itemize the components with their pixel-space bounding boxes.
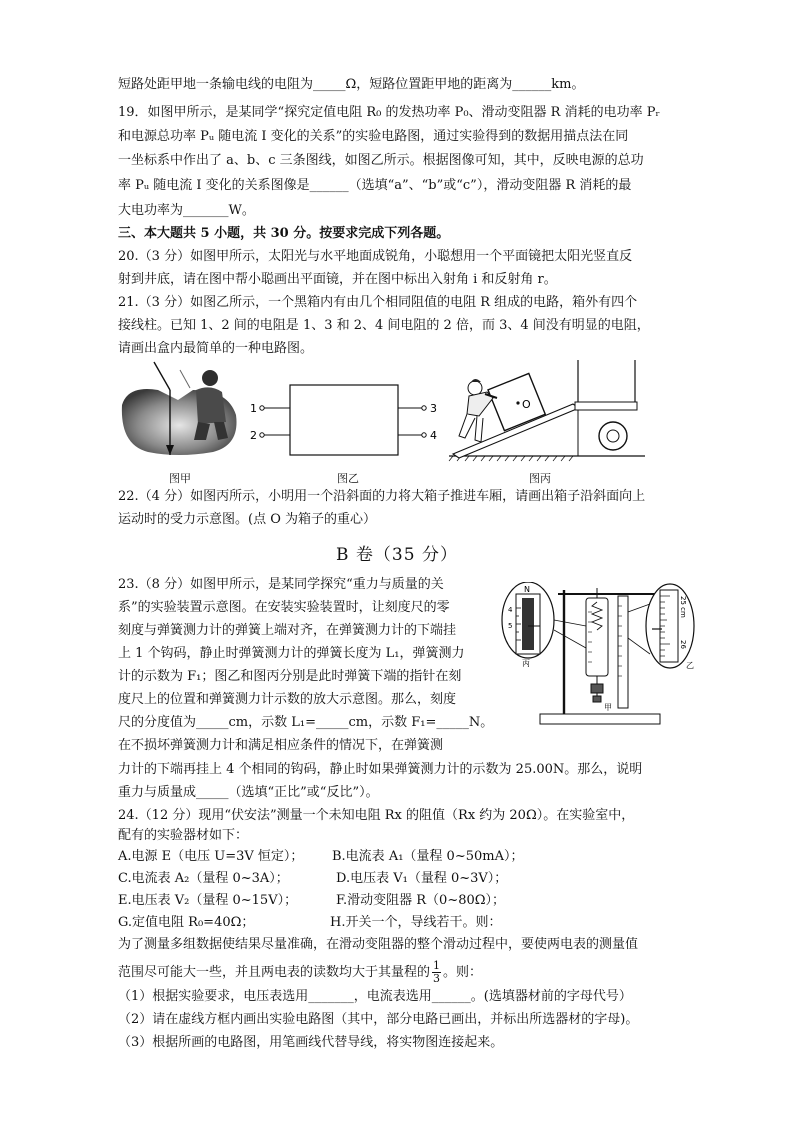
figure-jia-caption: 图甲 <box>169 472 191 485</box>
q24-requirement-line-1: 为了测量多组数据使结果尽量准确，在滑动变阻器的整个滑动过程中，要使两电表的测量值 <box>118 937 639 952</box>
label-yi: 乙 <box>686 661 694 670</box>
equipment-F: F.滑动变阻器 R（0~80Ω）； <box>336 893 506 908</box>
q24-requirement-text: 范围尽可能大一些，并且两电表的读数均大于其量程的 <box>118 965 431 980</box>
scale-mark-5: 5 <box>508 622 513 630</box>
terminal-1-label: 1 <box>250 402 257 415</box>
equipment-C: C.电流表 A₂（量程 0~3A）； <box>118 871 289 886</box>
equipment-H: H.开关一个，导线若干。则： <box>330 915 502 930</box>
q23-tail-line-1: 力计的下端再挂上 4 个相同的钩码，静止时如果弹簧测力计的示数为 25.00N。那么，说明 <box>118 762 643 777</box>
section-3-heading: 三、本大题共 5 小题，共 30 分。按要求完成下列各题。 <box>118 226 450 241</box>
part-b-title: B 卷（35 分） <box>336 545 458 565</box>
q23-tail-line-2: 重力与质量成_____（选填“正比”或“反比”）。 <box>118 785 379 800</box>
scale-unit-N: N <box>524 585 530 594</box>
q24-line-1: 24.（12 分）现用“伏安法”测量一个未知电阻 Rx 的阻值（Rx 约为 20Ω）。在实验室中， <box>118 808 635 823</box>
q23-line-1: 23.（8 分）如图甲所示，是某同学探究“重力与质量的关 <box>118 577 444 592</box>
q24-line-2: 配有的实验器材如下： <box>118 828 249 843</box>
terminal-2-label: 2 <box>250 429 257 442</box>
q19-line-5: 大电功率为_______W。 <box>118 203 255 218</box>
q23-line-8: 在不损坏弹簧测力计和满足相应条件的情况下，在弹簧测 <box>118 738 444 753</box>
q22-line-1: 22.（4 分）如图丙所示，小明用一个沿斜面的力将大箱子推进车厢，请画出箱子沿斜面向上 <box>118 489 646 504</box>
ruler-mark-25cm: 25 cm <box>679 596 687 618</box>
q23-line-4: 上 1 个钩码，静止时弹簧测力计的弹簧长度为 L₁，弹簧测力 <box>118 646 465 661</box>
q24-part-1: （1）根据实验要求，电压表选用_______，电流表选用______。(选填器材前的字母代号） <box>118 989 632 1004</box>
ruler-mark-26: 26 <box>679 640 687 649</box>
center-of-gravity-dot <box>516 401 519 404</box>
q24-part-2: （2）请在虚线方框内画出实验电路图（其中，部分电路已画出，并标出所选器材的字母)。 <box>118 1012 639 1027</box>
equipment-A: A.电源 E（电压 U=3V 恒定）； <box>118 849 304 864</box>
q19-line-1: 19．如图甲所示，是某同学“探究定值电阻 R₀ 的发热功率 P₀、滑动变阻器 R 消耗的电功率 Pᵣ <box>118 105 660 120</box>
label-bing: 丙 <box>522 659 530 668</box>
terminal-3-dot <box>422 406 426 410</box>
terminal-4-dot <box>422 433 426 437</box>
terminal-1-dot <box>260 406 264 410</box>
q24-requirement-end: 。则： <box>443 965 483 980</box>
q21-line-2: 接线柱。已知 1、2 间的电阻是 1、3 和 2、4 间电阻的 2 倍，而 3、4 间没有明显的电阻， <box>118 318 650 333</box>
figure-jia-sunlight-well <box>118 360 248 460</box>
terminal-2-dot <box>260 433 264 437</box>
equipment-G: G.定值电阻 R₀=40Ω； <box>118 915 255 930</box>
q23-line-5: 计的示数为 F₁；图乙和图丙分别是此时弹簧下端的指针在刻 <box>118 669 462 684</box>
q23-line-2: 系”的实验装置示意图。在安装实验装置时，让刻度尺的零 <box>118 600 450 615</box>
fraction-denominator: 3 <box>433 972 441 985</box>
equipment-E: E.电压表 V₂（量程 0~15V）； <box>118 893 298 908</box>
terminal-3-label: 3 <box>430 402 437 415</box>
q21-line-1: 21.（3 分）如图乙所示，一个黑箱内有由几个相同阻值的电阻 R 组成的电路，箱外有四个 <box>118 295 638 310</box>
figure-23-spring-scale-apparatus <box>500 582 698 730</box>
q20-line-1: 20.（3 分）如图甲所示，太阳光与水平地面成锐角，小聪想用一个平面镜把太阳光竖直反 <box>118 249 633 264</box>
equipment-B: B.电流表 A₁（量程 0~50mA）； <box>332 849 524 864</box>
equipment-D: D.电压表 V₁（量程 0~3V）； <box>336 871 508 886</box>
figure-yi-caption: 图乙 <box>337 472 359 485</box>
fraction-one-third <box>432 960 441 985</box>
fraction-numerator: 1 <box>433 959 441 972</box>
figure-bing-ramp-truck <box>445 358 645 468</box>
terminal-4-label: 4 <box>430 429 437 442</box>
center-of-gravity-label: O <box>522 398 531 411</box>
q19-line-3: 一坐标系中作出了 a、b、c 三条图线，如图乙所示。根据图像可知，其中，反映电源的总功 <box>118 153 644 168</box>
figure-yi-black-box <box>250 375 450 465</box>
label-jia: 甲 <box>604 703 612 712</box>
q24-requirement-line-2 <box>118 960 482 985</box>
q24-part-3: （3）根据所画的电路图，用笔画线代替导线，将实物图连接起来。 <box>118 1035 504 1050</box>
q22-line-2: 运动时的受力示意图。(点 O 为箱子的重心） <box>118 512 376 527</box>
q21-line-3: 请画出盒内最简单的一种电路图。 <box>118 341 314 356</box>
figure-bing-caption: 图丙 <box>529 472 551 485</box>
q23-line-3: 刻度与弹簧测力计的弹簧上端对齐，在弹簧测力计的下端挂 <box>118 623 457 638</box>
q23-line-6: 度尺上的位置和弹簧测力计示数的放大示意图。那么，刻度 <box>118 692 457 707</box>
q19-line-2: 和电源总功率 Pᵤ 随电流 I 变化的关系”的实验电路图，通过实验得到的数据用描点法在同 <box>118 129 629 144</box>
q23-line-7: 尺的分度值为_____cm，示数 L₁=_____cm，示数 F₁=_____N。 <box>118 715 494 730</box>
q20-line-2: 射到井底，请在图中帮小聪画出平面镜，并在图中标出入射角 i 和反射角 r。 <box>118 272 557 287</box>
q18-tail: 短路处距甲地一条输电线的电阻为_____Ω，短路位置距甲地的距离为______km。 <box>118 77 585 92</box>
q19-line-4: 率 Pᵤ 随电流 I 变化的关系图像是______（选填“a”、“b”或“c”），滑动变阻器 R 消耗的最 <box>118 178 632 193</box>
scale-mark-4: 4 <box>508 606 513 614</box>
